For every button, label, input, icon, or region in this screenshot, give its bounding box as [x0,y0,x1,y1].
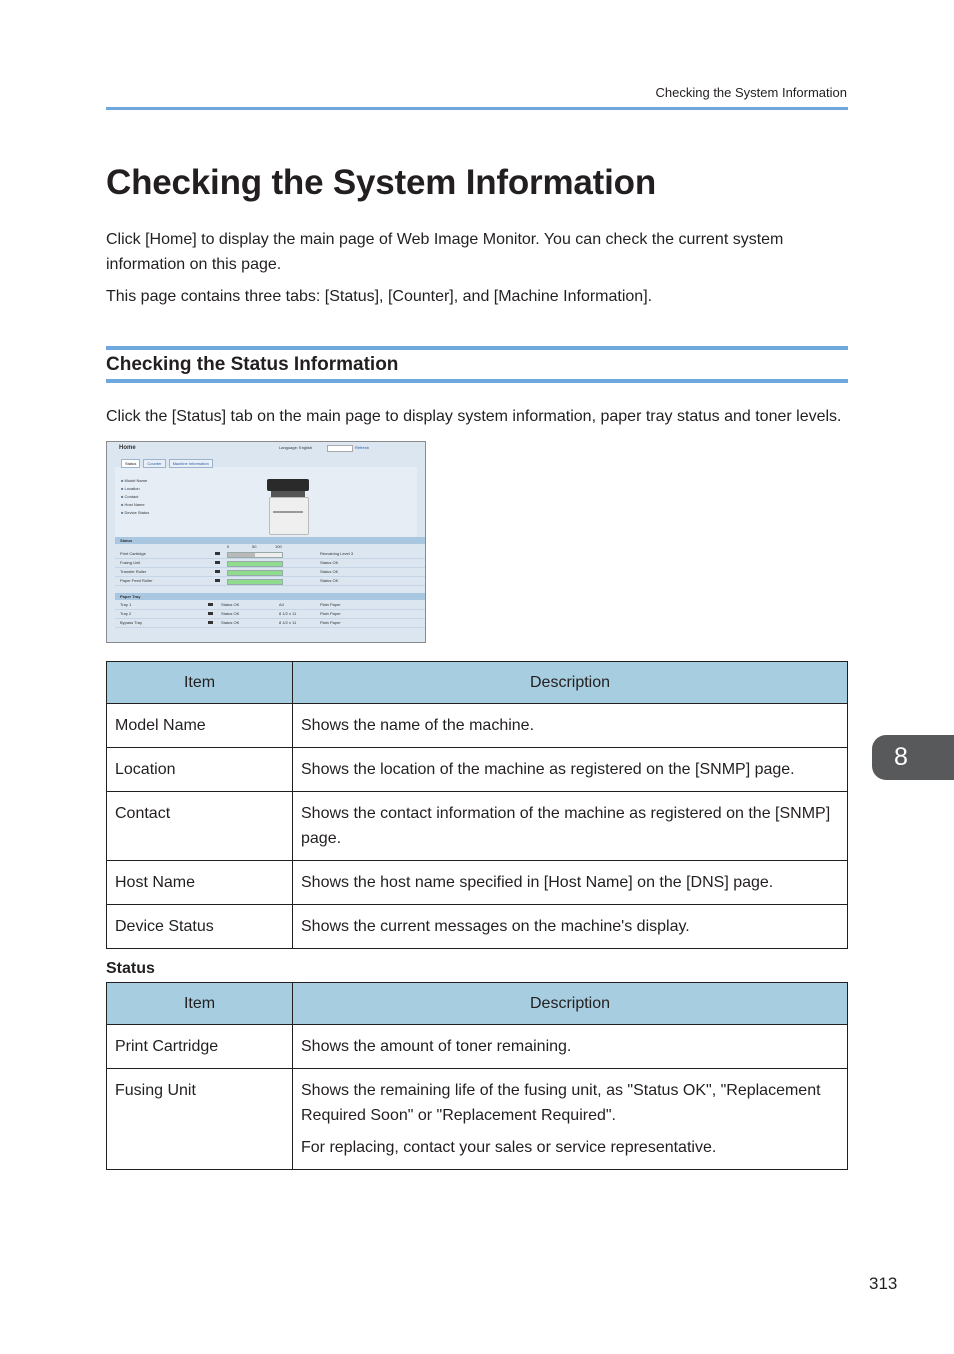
shot-refresh-link: Refresh [355,445,370,450]
description-cell [293,1069,848,1170]
shot-language-select [327,445,353,452]
shot-tray-size: A4 [279,602,284,607]
description-cell: Shows the contact information of the machine as registered on the [SNMP] page. [293,792,848,861]
col-item-header: Item [107,983,293,1025]
table-row [107,704,848,748]
shot-status-name: Transfer Roller [120,569,147,574]
table-header-row [107,662,848,704]
shot-scale-tick: 0 [227,544,230,549]
shot-tray-name: Tray 2 [120,611,132,616]
shot-tray-size: 8 1/2 x 11 [279,611,297,616]
shot-tray-row [115,610,425,619]
page-title: Checking the System Information [106,163,657,202]
shot-info-list [121,477,149,517]
shot-tray-name: Tray 1 [120,602,132,607]
header-rule [106,107,848,110]
supply-icon [215,579,220,582]
running-header: Checking the System Information [655,85,847,100]
web-image-monitor-screenshot [106,441,426,643]
shot-status-row [115,550,425,559]
item-cell: Location [107,748,293,792]
shot-tray-type: Plain Paper [320,611,341,616]
col-description-header: Description [293,662,848,704]
printer-body [269,497,309,535]
description-cell: Shows the amount of toner remaining. [293,1025,848,1069]
shot-tab-counter: Counter [143,459,165,468]
col-description-header: Description [293,983,848,1025]
printer-tray-slot [273,511,303,513]
shot-status-name: Fusing Unit [120,560,141,565]
item-cell: Host Name [107,861,293,905]
shot-tray-status: Status OK [221,611,240,616]
level-bar [227,561,283,567]
level-bar [227,552,283,558]
shot-tray-status: Status OK [221,602,240,607]
col-item-header: Item [107,662,293,704]
shot-status-heading: Status [115,537,425,544]
level-bar-fill [228,580,282,584]
shot-tray-row [115,601,425,610]
item-cell: Fusing Unit [107,1069,293,1170]
shot-status-value: Status OK [320,560,339,565]
intro-paragraph-2: This page contains three tabs: [Status], [Counter], and [Machine Information]. [106,288,653,305]
shot-scale-tick: 100 [275,544,282,549]
description-cell: Shows the name of the machine. [293,704,848,748]
shot-info-item: ■ Model Name [121,477,149,485]
shot-status-row [115,568,425,577]
printer-scanner [267,479,309,491]
level-bar-fill [228,562,282,566]
tray-icon [208,621,213,624]
section-heading: Checking the Status Information [106,354,399,375]
shot-tray-status: Status OK [221,620,240,625]
shot-info-item: ■ Contact [121,493,149,501]
shot-info-item: ■ Location [121,485,149,493]
table-row [107,748,848,792]
shot-tray-type: Plain Paper [320,620,341,625]
table-row [107,1025,848,1069]
level-bar-fill [228,571,282,575]
shot-home-title: Home [119,445,136,451]
description-note: For replacing, contact your sales or service representative. [301,1139,717,1156]
shot-scale-tick: 50 [252,544,257,549]
supply-icon [215,570,220,573]
printer-image [265,477,311,535]
shot-info-item: ■ Device Status [121,509,149,517]
table-header-row [107,983,848,1025]
supply-icon [215,552,220,555]
table-row [107,905,848,949]
status-subheading: Status [106,960,155,977]
shot-tab-status: Status [121,459,140,468]
level-bar [227,570,283,576]
shot-tabs [121,459,213,468]
table-row [107,1069,848,1170]
section-heading-block [106,346,848,383]
shot-info-item: ■ Host Name [121,501,149,509]
tray-icon [208,603,213,606]
section-paragraph: Click the [Status] tab on the main page to display system information, paper tray status and toner levels. [106,408,842,425]
item-cell: Contact [107,792,293,861]
shot-status-name: Print Cartridge [120,551,146,556]
shot-status-row [115,577,425,586]
shot-status-value: Remaining Level 3 [320,551,354,556]
description-text: Shows the remaining life of the fusing unit, as "Status OK", "Replacement Required Soon" or "Replacement Required". [301,1082,821,1124]
description-cell: Shows the host name specified in [Host Name] on the [DNS] page. [293,861,848,905]
system-info-table [106,661,848,949]
shot-tray-row [115,619,425,628]
description-cell: Shows the current messages on the machine's display. [293,905,848,949]
tray-icon [208,612,213,615]
shot-tab-machine-information: Machine Information [169,459,213,468]
description-cell: Shows the location of the machine as registered on the [SNMP] page. [293,748,848,792]
item-cell: Model Name [107,704,293,748]
intro-paragraph-1: Click [Home] to display the main page of Web Image Monitor. You can check the current system information on this page. [106,231,784,273]
shot-status-row [115,559,425,568]
shot-status-value: Status OK [320,569,339,574]
page-number: 313 [869,1274,898,1293]
shot-tray-name: Bypass Tray [120,620,143,625]
chapter-tab: 8 [872,735,954,780]
level-bar [227,579,283,585]
table-row [107,861,848,905]
shot-tray-type: Plain Paper [320,602,341,607]
item-cell: Print Cartridge [107,1025,293,1069]
level-bar-fill [228,553,255,557]
shot-paper-tray-heading: Paper Tray [115,593,425,600]
status-table [106,982,848,1170]
section-bottom-rule [106,379,848,383]
shot-language-label: Language: English [279,445,313,450]
shot-tray-size: 8 1/2 x 11 [279,620,297,625]
table-row [107,792,848,861]
supply-icon [215,561,220,564]
shot-status-name: Paper Feed Roller [120,578,153,583]
shot-status-value: Status OK [320,578,339,583]
item-cell: Device Status [107,905,293,949]
